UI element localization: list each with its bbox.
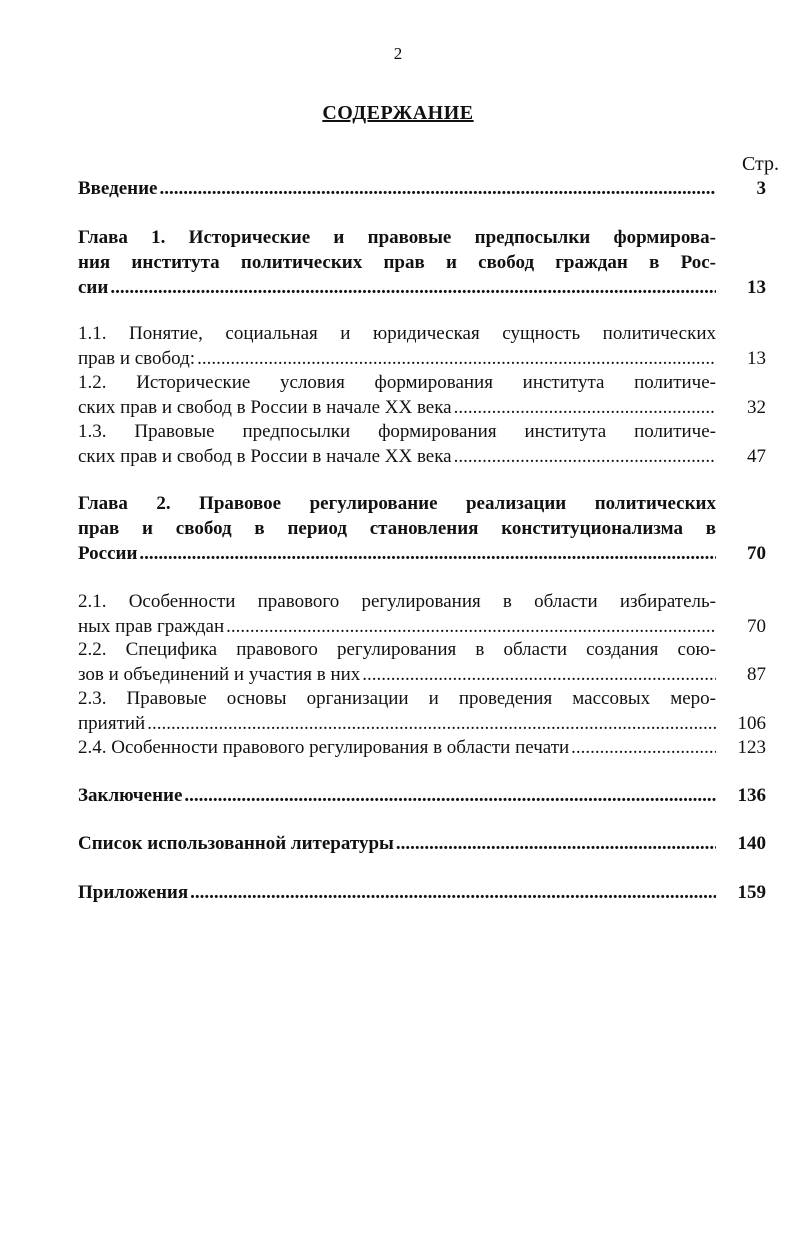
toc-entry-appendices[interactable] <box>78 880 766 905</box>
toc-page-number: 159 <box>737 882 766 903</box>
toc-page-number: 70 <box>747 543 766 564</box>
dot-leader <box>139 541 716 566</box>
toc-entry-text: прав и свобод: <box>78 348 196 369</box>
dot-leader <box>184 783 716 808</box>
toc-entry-text: 2.1. Особенности правового регулирования в области избиратель- <box>78 591 716 612</box>
dot-leader <box>110 275 716 300</box>
page-column-header: Стр. <box>741 153 779 175</box>
dot-leader <box>396 831 716 856</box>
toc-page-number: 13 <box>747 348 766 369</box>
toc-page-number: 47 <box>747 446 766 467</box>
toc-entry-section-2-2[interactable] <box>78 637 766 687</box>
toc-page-number: 13 <box>747 277 766 298</box>
toc-entry-text: России <box>78 543 138 564</box>
toc-entry-text: 2.4. Особенности правового регулирования в области печати <box>78 737 570 758</box>
toc-entry-text: Глава 1. Исторические и правовые предпосылки формирова- <box>78 227 716 248</box>
toc-entry-text: 2.2. Специфика правового регулирования в области создания сою- <box>78 639 716 660</box>
dot-leader <box>147 711 716 736</box>
toc-page-number: 32 <box>747 397 766 418</box>
toc-entry-section-1-1[interactable] <box>78 321 766 371</box>
toc-entry-text: ских прав и свобод в России в начале XX века <box>78 397 452 418</box>
toc-entry-text: 1.3. Правовые предпосылки формирования института политиче- <box>78 421 716 442</box>
toc-page-number: 123 <box>737 737 766 758</box>
toc-entry-conclusion[interactable] <box>78 783 766 808</box>
dot-leader <box>454 395 716 420</box>
dot-leader <box>190 880 716 905</box>
toc-page-number: 106 <box>737 713 766 734</box>
toc-page-number: 140 <box>737 833 766 854</box>
toc-entry-text: зов и объединений и участия в них <box>78 664 361 685</box>
dot-leader <box>454 444 716 469</box>
toc-entry-introduction[interactable] <box>78 176 766 201</box>
toc-entry-text: сии <box>78 277 109 298</box>
page-title: СОДЕРЖАНИЕ <box>322 102 474 124</box>
toc-entry-text: Глава 2. Правовое регулирование реализации политических <box>78 493 716 514</box>
toc-entry-text: 1.1. Понятие, социальная и юридическая сущность политических <box>78 323 716 344</box>
toc-entry-text: 1.2. Исторические условия формирования института политиче- <box>78 372 716 393</box>
toc-entry-text: Введение <box>78 178 158 199</box>
toc-entry-bibliography[interactable] <box>78 831 766 856</box>
toc-entry-chapter-2[interactable] <box>78 491 766 566</box>
dot-leader <box>197 346 716 371</box>
toc-entry-text: приятий <box>78 713 146 734</box>
toc-entry-text: ных прав граждан <box>78 616 225 637</box>
toc-entry-section-2-4[interactable] <box>78 735 766 760</box>
page-number: 2 <box>393 44 403 63</box>
toc-entry-text: ских прав и свобод в России в начале XX века <box>78 446 452 467</box>
toc-entry-text: ния института политических прав и свобод граждан в Рос- <box>78 252 716 273</box>
toc-page-number: 3 <box>756 178 766 199</box>
toc-entry-text: Приложения <box>78 882 189 903</box>
toc-page-number: 136 <box>737 785 766 806</box>
toc-entry-section-1-3[interactable] <box>78 419 766 469</box>
toc-entry-section-1-2[interactable] <box>78 370 766 420</box>
dot-leader <box>362 662 716 687</box>
dot-leader <box>571 735 716 760</box>
toc-entry-text: прав и свобод в период становления конституционализма в <box>78 518 716 539</box>
toc-entry-section-2-1[interactable] <box>78 589 766 639</box>
dot-leader <box>160 176 717 201</box>
toc-entry-text: Список использованной литературы <box>78 833 394 854</box>
toc-entry-chapter-1[interactable] <box>78 225 766 300</box>
toc-entry-section-2-3[interactable] <box>78 686 766 736</box>
toc-page-number: 70 <box>747 616 766 637</box>
toc-entry-text: 2.3. Правовые основы организации и проведения массовых меро- <box>78 688 716 709</box>
toc-entry-text: Заключение <box>78 785 183 806</box>
dot-leader <box>226 614 716 639</box>
toc-page-number: 87 <box>747 664 766 685</box>
